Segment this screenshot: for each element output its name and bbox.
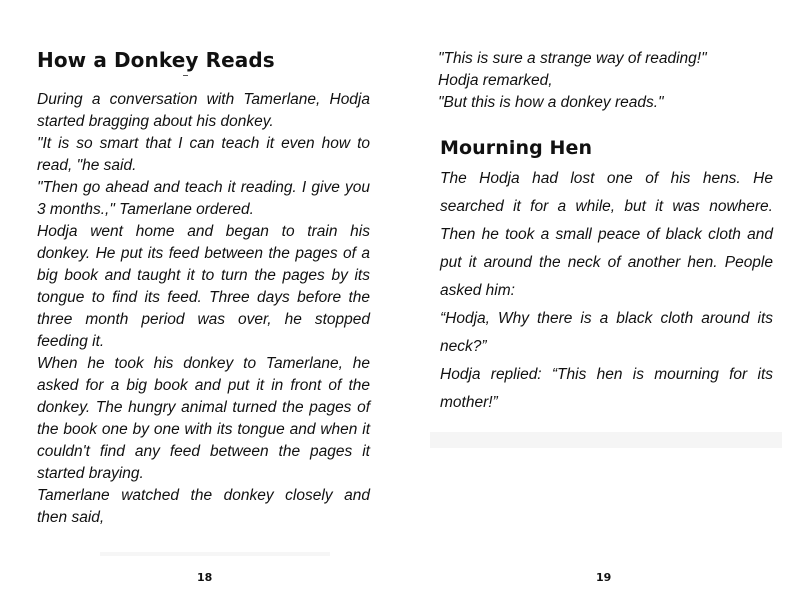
- text-line: “Hodja, Why there is a black cloth around its: [440, 310, 773, 327]
- story-title-donkey: How a Donkey Reads: [37, 48, 275, 72]
- text-line: donkey. The hungry animal turned the pages of: [37, 399, 370, 416]
- text-line: couldn't find any feed between the pages it: [37, 443, 370, 460]
- text-line: started braying.: [37, 465, 144, 482]
- text-line: asked him:: [440, 282, 515, 299]
- text-line: Hodja went home and began to train his: [37, 223, 370, 240]
- text-line: put it around the neck of another hen. People: [440, 254, 773, 271]
- text-line: feeding it.: [37, 333, 105, 350]
- print-mark: [183, 75, 188, 76]
- text-line: The Hodja had lost one of his hens. He: [440, 170, 773, 187]
- story-body-hen: [440, 165, 773, 417]
- text-line: read, "he said.: [37, 157, 137, 174]
- story-continuation-donkey: [438, 48, 758, 114]
- text-line: 3 months.," Tamerlane ordered.: [37, 201, 254, 218]
- page-number: 19: [596, 571, 612, 584]
- text-line: Tamerlane watched the donkey closely and: [37, 487, 370, 504]
- text-line: Hodja replied: “This hen is mourning for its: [440, 366, 773, 383]
- text-line: the book one by one with its tongue and when it: [37, 421, 370, 438]
- text-line: big book and taught it to turn the pages by its: [37, 267, 370, 284]
- page-number: 18: [197, 571, 213, 584]
- text-line: "This is sure a strange way of reading!": [438, 50, 707, 67]
- text-line: three month period was over, he stopped: [37, 311, 370, 328]
- text-line: When he took his donkey to Tamerlane, he: [37, 355, 370, 372]
- right-page: [400, 0, 800, 600]
- story-body-donkey: [37, 89, 370, 529]
- text-line: Hodja remarked,: [438, 72, 553, 89]
- text-line: neck?”: [440, 338, 487, 355]
- text-line: started bragging about his donkey.: [37, 113, 274, 130]
- text-line: "It is so smart that I can teach it even how to: [37, 135, 370, 152]
- text-line: then said,: [37, 509, 105, 526]
- scan-smudge: [100, 552, 330, 556]
- text-line: tongue to find its feed. Three days before the: [37, 289, 370, 306]
- text-line: donkey. He put its feed between the pages of a: [37, 245, 370, 262]
- scan-smudge: [430, 432, 782, 448]
- text-line: mother!”: [440, 394, 498, 411]
- text-line: searched it for a while, but it was nowhere.: [440, 198, 773, 215]
- text-line: During a conversation with Tamerlane, Hodja: [37, 91, 370, 108]
- text-line: Then he took a small peace of black cloth and: [440, 226, 773, 243]
- text-line: "Then go ahead and teach it reading. I give you: [37, 179, 370, 196]
- text-line: "But this is how a donkey reads.": [438, 94, 664, 111]
- text-line: asked for a big book and put it in front of the: [37, 377, 370, 394]
- story-title-hen: Mourning Hen: [440, 137, 593, 159]
